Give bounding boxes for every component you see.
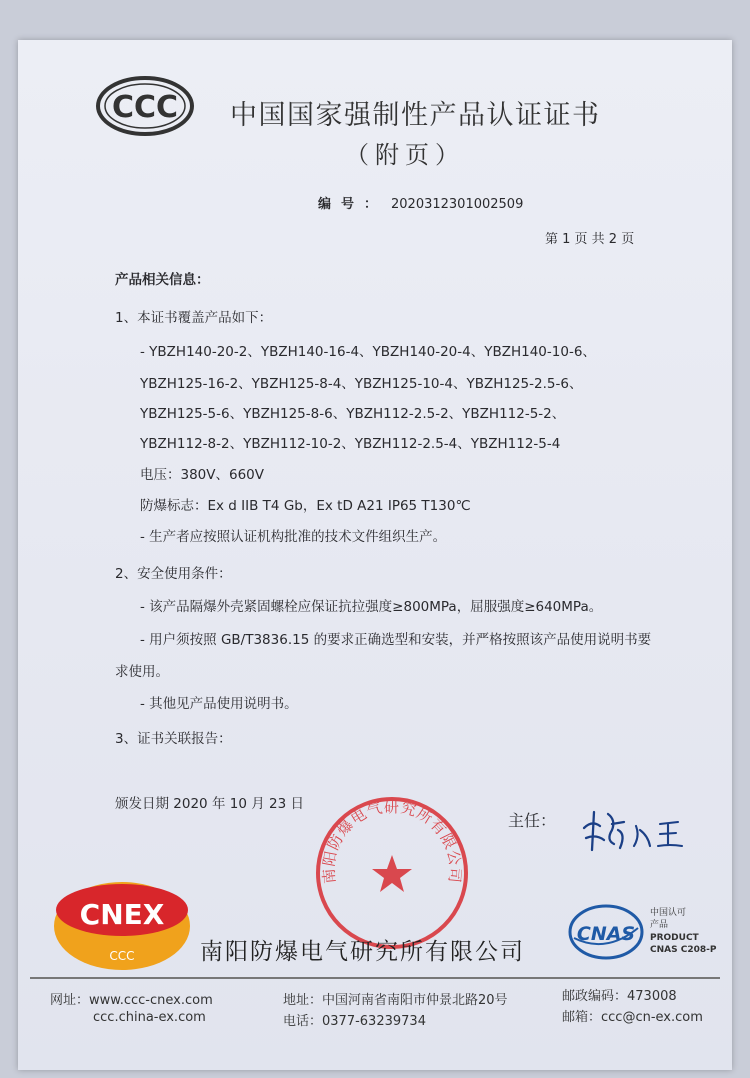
footer-address: [283, 989, 508, 1008]
condition-2-line-1: - 用户须按照 GB/T3836.15 的要求正确选型和安装，并严格按照该产品使用说明书要: [140, 632, 652, 648]
cnas-line-3: PRODUCT: [650, 933, 699, 943]
seal-star-icon: [372, 855, 412, 892]
model-line-2: YBZH125-16-2、YBZH125-8-4、YBZH125-10-4、YBZH125-2.5-6、: [140, 376, 583, 392]
cnas-line-2: 产品: [650, 920, 669, 930]
cnas-line-1: 中国认可: [650, 908, 687, 918]
director-signature: [578, 800, 688, 860]
phone-label: 电话：: [283, 1014, 323, 1029]
model-line-1: - YBZH140-20-2、YBZH140-16-4、YBZH140-20-4、YBZH140-10-6、: [140, 344, 596, 360]
cnex-logo-sub: CCC: [109, 949, 135, 963]
website-label: 网址：: [50, 993, 90, 1008]
voltage-text: 电压：380V、660V: [140, 467, 265, 483]
footer-website-1: [50, 989, 213, 1008]
certificate-number-label: 编号：: [318, 197, 388, 212]
page-info: 第 1 页 共 2 页: [545, 232, 635, 247]
address-label: 地址：: [283, 993, 323, 1008]
footer-email: [562, 1006, 703, 1025]
cnex-logo-text: CNEX: [79, 898, 165, 931]
website-link-2[interactable]: ccc.china-ex.com: [93, 1010, 206, 1025]
certificate-title: 中国国家强制性产品认证证书: [230, 100, 601, 131]
cnas-logo: [568, 902, 728, 962]
website-link-1[interactable]: www.ccc-cnex.com: [89, 993, 213, 1008]
footer-postcode: [562, 985, 677, 1004]
certificate-number: [318, 193, 523, 212]
model-line-4: YBZH112-8-2、YBZH112-10-2、YBZH112-2.5-4、YBZH112-5-4: [140, 436, 561, 452]
item-3-heading: 3、证书关联报告：: [115, 731, 232, 747]
certificate-subtitle: （附页）: [345, 141, 465, 169]
ccc-logo-text: CCC: [111, 90, 179, 125]
cnas-logo-text: CNAS: [576, 923, 636, 945]
condition-2-line-2: 求使用。: [115, 664, 169, 680]
seal-text: 南阳防爆电气研究所有限公司: [319, 797, 465, 885]
certificate-number-value: 2020312301002509: [391, 197, 524, 212]
production-note: - 生产者应按照认证机构批准的技术文件组织生产。: [140, 529, 447, 545]
email-value[interactable]: ccc@cn-ex.com: [601, 1010, 703, 1025]
condition-1: - 该产品隔爆外壳紧固螺栓应保证抗拉强度≥800MPa，屈服强度≥640MPa。: [140, 599, 603, 615]
explosion-mark-text: 防爆标志：Ex d IIB T4 Gb，Ex tD A21 IP65 T130℃: [140, 498, 471, 514]
phone-value: 0377-63239734: [322, 1014, 426, 1029]
address-value: 中国河南省南阳市仲景北路20号: [322, 993, 508, 1008]
footer-divider: [30, 977, 720, 979]
item-1-heading: 1、本证书覆盖产品如下：: [115, 310, 273, 326]
postcode-label: 邮政编码：: [562, 989, 628, 1004]
model-line-3: YBZH125-5-6、YBZH125-8-6、YBZH112-2.5-2、YBZH112-5-2、: [140, 406, 566, 422]
ccc-logo: [95, 75, 195, 137]
email-label: 邮箱：: [562, 1010, 602, 1025]
footer-phone: [283, 1010, 426, 1029]
cnex-logo: [52, 880, 192, 972]
item-2-heading: 2、安全使用条件：: [115, 566, 232, 582]
postcode-value: 473008: [627, 989, 677, 1004]
director-label: 主任：: [508, 811, 557, 830]
official-seal: [312, 793, 472, 953]
condition-3: - 其他见产品使用说明书。: [140, 696, 298, 712]
cnas-line-4: CNAS C208-P: [650, 945, 717, 955]
section-heading: 产品相关信息：: [115, 272, 210, 288]
company-name: 南阳防爆电气研究所有限公司: [200, 939, 525, 965]
issue-date: 颁发日期 2020 年 10 月 23 日: [115, 796, 304, 812]
